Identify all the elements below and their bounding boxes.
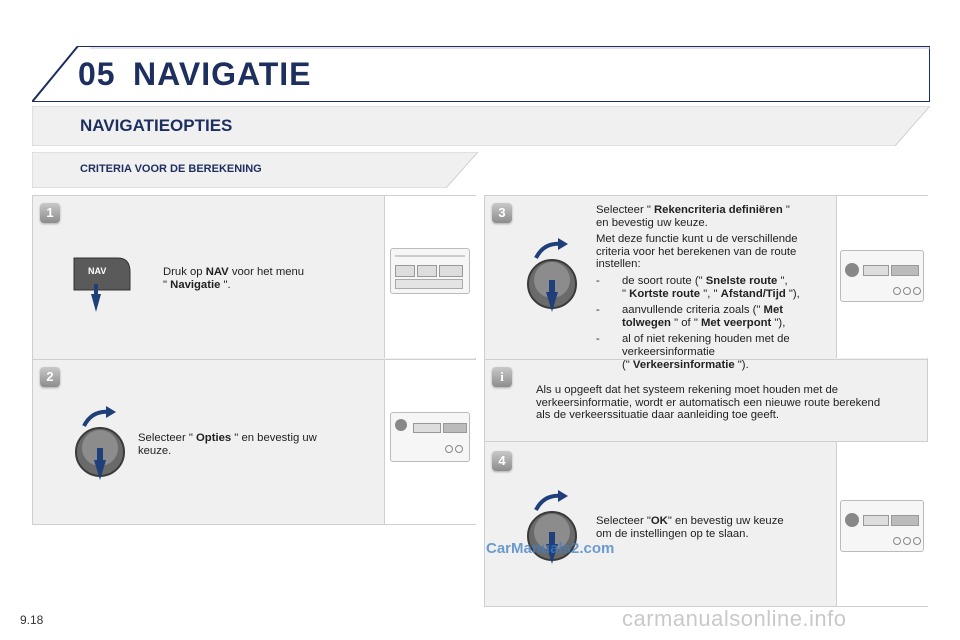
page-number: 9.18	[20, 613, 44, 627]
subtitle: CRITERIA VOOR DE BEREKENING	[80, 163, 262, 175]
chapter-title: NAVIGATIE	[133, 56, 312, 92]
info-icon: i	[492, 367, 512, 387]
watermark-carmanualsonline: carmanualsonline.info	[622, 606, 847, 631]
watermark-carmanuals2: CarManuals2.com	[486, 540, 615, 557]
radio-unit-illustration	[390, 248, 470, 294]
radio-unit-illustration	[840, 500, 924, 552]
rotary-knob-illustration	[70, 404, 130, 484]
nav-key-label: NAV	[88, 266, 107, 276]
step-badge-3: 3	[492, 203, 512, 223]
step-badge-1: 1	[40, 203, 60, 223]
radio-unit-illustration	[390, 412, 470, 462]
step-3-text: Selecteer " Rekencriteria definiëren " en bevestig uw keuze. Met deze functie kunt u de verschillende criteria voor het berekenen van de route instellen: - de soort route (" Snelste route ", " Kortste route ", " Afstand/Tijd "), - aanvullende criteria zoals (" Met tolwegen " of " Met veerpont "), - al of niet rekening houden met de verkeersinformatie (" Verkeersinformatie ").	[596, 204, 800, 371]
step-badge-4: 4	[492, 451, 512, 471]
step-4-text: Selecteer "OK" en bevestig uw keuze om de instellingen op te slaan.	[596, 515, 784, 540]
radio-unit-illustration	[840, 250, 924, 302]
info-text: Als u opgeeft dat het systeem rekening moet houden met de verkeersinformatie, wordt er automatisch een nieuwe route berekend als de verkeerssituatie daar aanleiding toe geeft.	[536, 384, 881, 422]
rotary-knob-illustration	[522, 236, 582, 316]
nav-button-illustration	[72, 254, 132, 314]
chapter-number: 05	[78, 56, 116, 92]
step-1-text: Druk op NAV voor het menu " Navigatie ".	[163, 266, 305, 291]
step-badge-2: 2	[40, 367, 60, 387]
step-2-text: Selecteer " Opties " en bevestig uw keuze.	[138, 432, 317, 457]
section-title: NAVIGATIEOPTIES	[80, 116, 233, 135]
